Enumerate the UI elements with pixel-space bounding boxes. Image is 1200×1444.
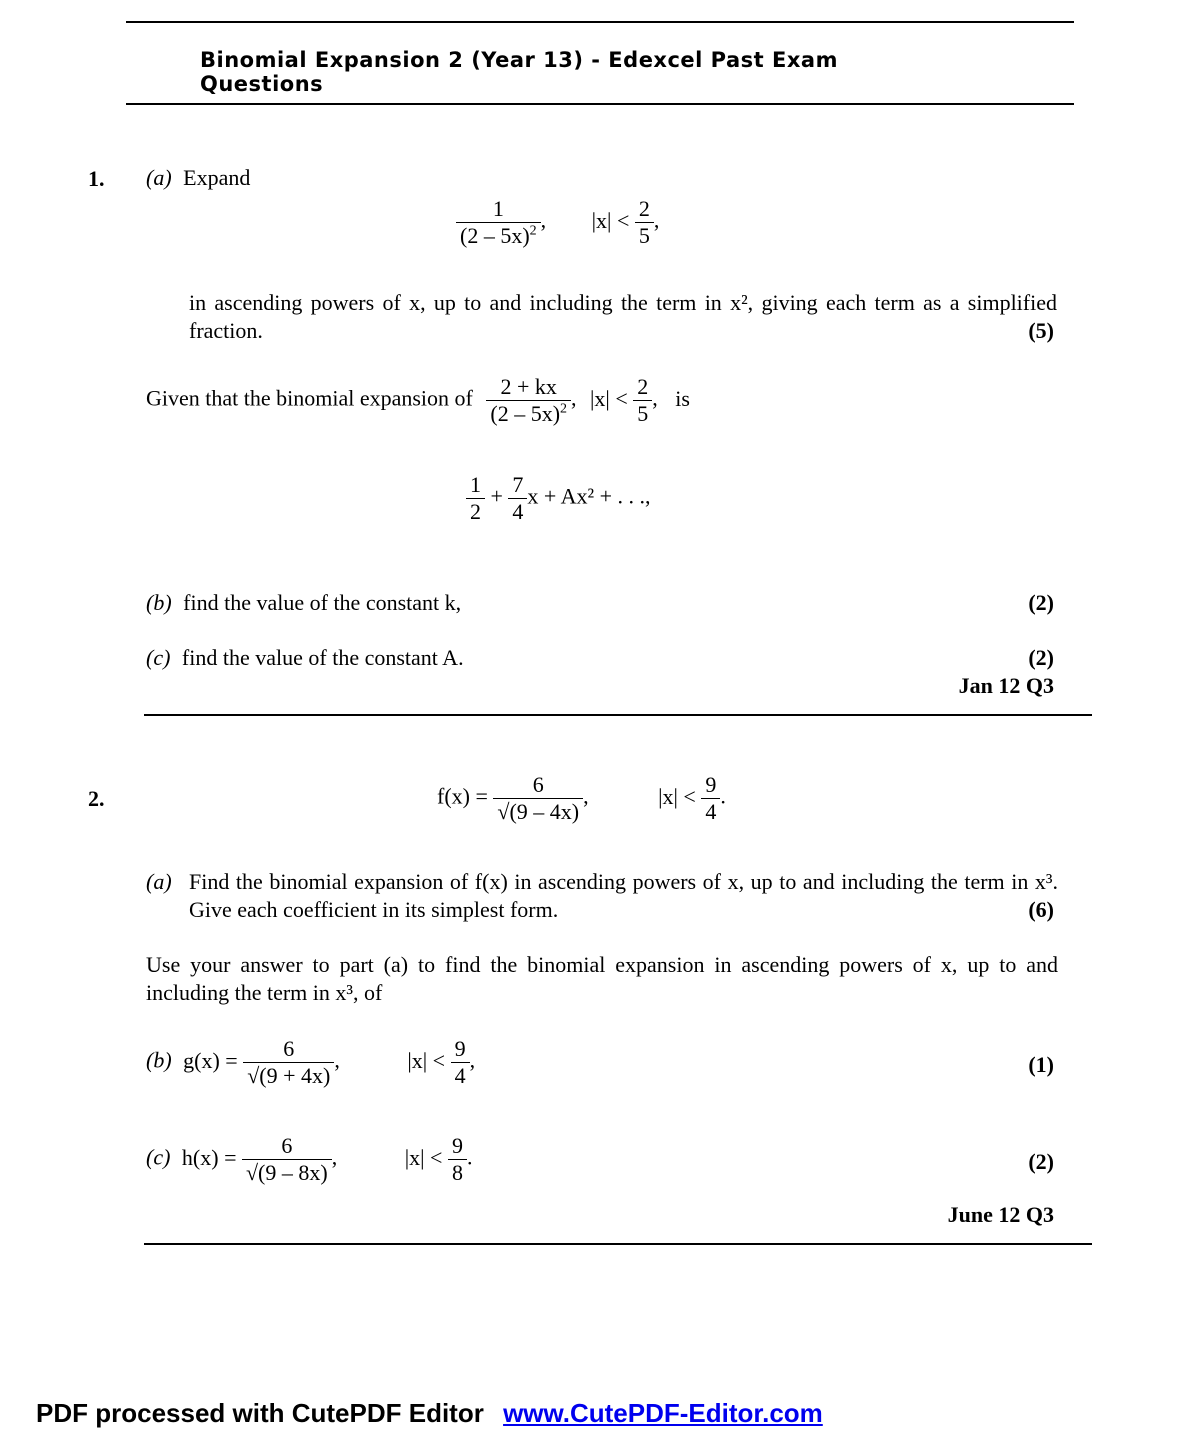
header-top-rule [126,21,1074,23]
q1-expr-den-sup: 2 [529,223,537,239]
q1-given-den-wrap [486,400,571,427]
q1-c-label: (c) [146,645,171,670]
q2-a-mark: (6) [1028,897,1054,922]
q2-f-lhs: f(x) = [437,783,488,809]
q2-a-label: (a) [146,869,172,894]
q1-a-mark: (5) [1028,318,1054,343]
q1-series-f2-den: 4 [508,498,527,525]
q2-reference: June 12 Q3 [947,1202,1054,1227]
q2-divider [144,1243,1092,1245]
q1-given-post: is [675,385,690,411]
q1-given-cond-fraction [633,374,652,427]
q1-a-label: (a) [146,165,172,190]
q2-f-fraction [493,772,583,825]
q2-f-cond-fraction [701,772,720,825]
q2-g-lhs: g(x) = [183,1047,238,1073]
q1-a-continuation: in ascending powers of x, up to and including the term in x², giving each term as a simplified fraction. [189,290,1057,343]
page-title: Binomial Expansion 2 (Year 13) - Edexcel Past Exam Questions [200,48,838,96]
q2-h-cond-den: 8 [448,1159,467,1186]
q2-f-cond-num: 9 [705,772,717,797]
q1-series-frac1 [466,472,485,525]
q2-f-num: 6 [532,772,544,797]
q1-given-pre: Given that the binomial expansion of [146,385,473,411]
q1-cond-num: 2 [638,196,650,221]
q1-series-f1-num: 1 [470,472,481,497]
q2-part-b: (b) g(x) = $\frac{6}{√(9 + 4x)}$ , |x| < $\frac{9}{4}$ , [146,1036,476,1088]
q1-series-f2-num: 7 [512,472,524,497]
q2-part-c: (c) h(x) = $\frac{6}{√(9 - 8x)}$ , |x| < $\frac{9}{8}$ . [146,1133,473,1185]
q1-expr-fraction [456,196,541,249]
q2-f-cond: |x| < [658,783,696,809]
q1-given-cond-num: 2 [637,374,649,399]
q2-f-den: √(9 – 4x) [493,798,583,825]
question-2-number: 2. [88,786,105,811]
q2-g-cond-den: 4 [451,1062,470,1089]
q2-c-label: (c) [146,1144,171,1170]
q1-series-rest: x + Ax² + . . ., [527,483,651,509]
q1-given-fraction [486,374,571,427]
q1-cond-fraction [635,196,654,249]
q1-part-b [146,589,461,617]
q1-given-den: (2 – 5x) [490,401,561,426]
q2-c-mark: (2) [1028,1149,1054,1174]
q2-h-cond-num: 9 [451,1133,463,1158]
q1-b-text: find the value of the constant k, [183,590,462,615]
header-bottom-rule [126,103,1074,105]
footer-link[interactable]: www.CutePDF-Editor.com [503,1398,823,1428]
q1-divider [144,714,1092,716]
q2-h-fraction [242,1133,332,1186]
q1-part-c [146,644,464,672]
q2-g-den: √(9 + 4x) [243,1062,334,1089]
q2-h-lhs: h(x) = [181,1144,237,1170]
question-1-number: 1. [88,166,105,191]
q1-expr-den: (2 – 5x) [460,223,530,248]
q2-h-cond-fraction [448,1133,467,1186]
q2-h-cond: |x| < [404,1144,443,1170]
q1-cond-den: 5 [635,222,654,249]
q1-series-f1-den: 2 [466,498,485,525]
q1-given-num: 2 + kx [500,374,557,399]
q2-g-cond: |x| < [407,1047,446,1073]
q2-use-text: Use your answer to part (a) to find the binomial expansion in ascending powers of x, up to and including the term in x³, of [146,952,1058,1005]
q1-given-cond-den: 5 [633,400,652,427]
q1-given: Given that the binomial expansion of $\frac{2 + kx}{(2 - 5x)^2}$ , |x| < $\frac{2}{5}$ , is [146,374,690,426]
q2-h-den: √(9 – 8x) [242,1159,332,1186]
q1-part-a [146,164,250,192]
q2-part-a [146,868,1058,924]
q1-given-cond: |x| < [590,385,628,411]
q1-series: $\frac{1}{2}$ + $\frac{7}{4}$ x + Ax² + . . ., [466,472,651,525]
q2-h-num: 6 [281,1133,293,1158]
q2-b-label: (b) [146,1047,172,1073]
q2-b-mark: (1) [1028,1052,1054,1077]
q1-c-text: find the value of the constant A. [181,645,464,670]
q2-g-cond-fraction [451,1036,470,1089]
q1-b-mark: (2) [1028,590,1054,615]
q1-expr-num: 1 [492,196,504,221]
footer [36,1398,823,1429]
footer-text: PDF processed with CutePDF Editor [36,1398,484,1428]
q1-c-mark: (2) [1028,645,1054,670]
q2-g-num: 6 [283,1036,295,1061]
q1-series-frac2 [508,472,527,525]
q1-a-text: Expand [183,165,251,190]
q1-b-label: (b) [146,590,172,615]
q1-expr-den-wrap [456,222,541,249]
q1-reference: Jan 12 Q3 [958,673,1054,698]
q1-cond-lhs: |x| < [591,207,630,233]
q2-a-text: Find the binomial expansion of f(x) in ascending powers of x, up to and including the term in x³. Give each coefficient in its simplest form. [189,869,1058,922]
q2-f-definition: f(x) = $\frac{6}{√(9 - 4x)}$ , |x| < $\frac{9}{4}$ . [437,772,726,824]
q2-g-cond-num: 9 [454,1036,466,1061]
q2-f-cond-den: 4 [701,798,720,825]
q1-given-den-sup: 2 [560,401,568,417]
q2-g-fraction [243,1036,334,1089]
q1-expression: $\frac{1}{(2 - 5x)^2}$ , |x| < $\frac{2}{5}$ , [456,196,659,249]
